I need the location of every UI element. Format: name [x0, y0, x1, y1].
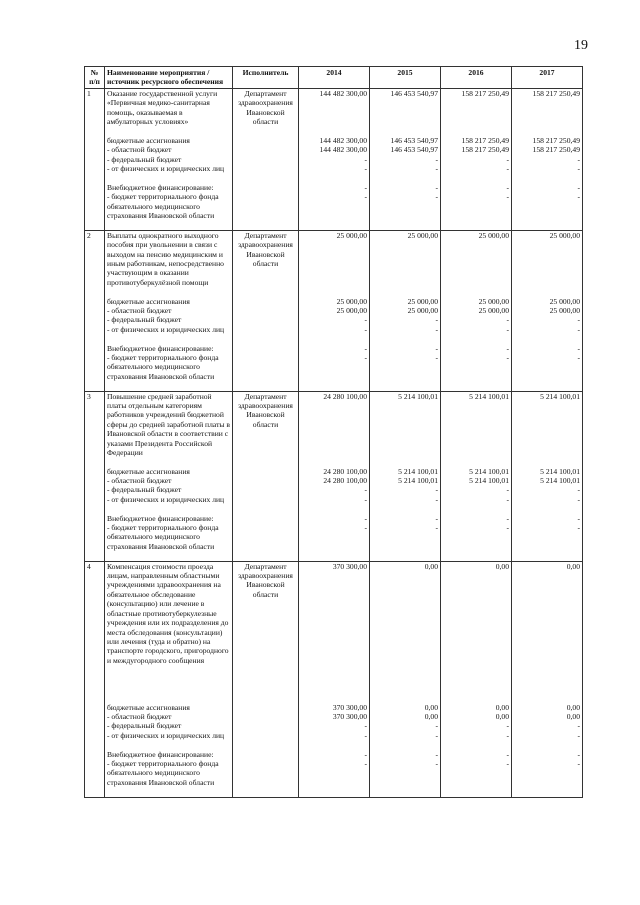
value-spacer [372, 240, 438, 296]
value-spacer [514, 571, 580, 703]
header-year-2016: 2016 [441, 67, 512, 89]
budget-value: 146 453 540,97 [390, 135, 438, 145]
individuals-dash: - [435, 730, 438, 740]
individuals-dash: - [364, 163, 367, 173]
value-spacer [443, 571, 509, 703]
fund-dash: - [364, 759, 367, 768]
budget-value: 158 217 250,49 [532, 135, 580, 145]
value-spacer [301, 240, 367, 296]
total-value: 146 453 540,97 [390, 88, 438, 98]
value-spacer [301, 98, 367, 136]
fund-dash: - [435, 192, 438, 202]
measure-executor [233, 230, 299, 391]
extra-dash: - [506, 513, 509, 523]
federal-dash: - [364, 485, 367, 495]
measure-number: 4 [85, 561, 105, 797]
measure-name: Повышение средней заработной платы отдельным категориям работников учреждений бюджетной сферы до средней заработной платы в Ивановской области в соответствии с указами Президента Российской Федерации [107, 391, 230, 457]
budget-table [84, 66, 583, 798]
budget-value: 0,00 [424, 702, 438, 712]
source-fund-label: - бюджет территориального фонда обязательного медицинского страхования Ивановской области [107, 759, 219, 787]
regional-value: 0,00 [424, 712, 438, 722]
total-value: 0,00 [566, 561, 580, 571]
year-values-2017 [512, 391, 583, 561]
extra-dash: - [577, 182, 580, 192]
measure-name: Компенсация стоимости проезда лицам, направленным областными учреждениями здравоохранения на обязательное обследование (консультацию) или лечение в областные противотуберкулезные учреждения или их подразделения до места обследования (консультации) или лечения (туда и обратно) на транспорте городского, пригородного и междугородного сообщения [107, 561, 229, 665]
year-values-2016 [441, 391, 512, 561]
measure-name: Выплаты однократного выходного пособия при увольнении в связи с выходом на пенсию медицинским и иным работникам, непосредственно участвующим в оказании противотуберкулёзной помощи [107, 230, 224, 287]
extra-dash: - [364, 513, 367, 523]
year-values-2016 [441, 561, 512, 797]
header-name: Наименование мероприятия / источник ресурсного обеспечения [105, 67, 233, 89]
header-year-2014: 2014 [299, 67, 370, 89]
regional-value: 5 214 100,01 [540, 476, 580, 486]
measure-name-cell [105, 230, 233, 391]
extra-dash: - [435, 343, 438, 353]
federal-dash: - [577, 485, 580, 495]
source-extra-label: Внебюджетное финансирование: [107, 343, 214, 353]
page-number: 19 [574, 38, 588, 53]
value-spacer [301, 401, 367, 467]
source-individuals-label: - от физических и юридических лиц [107, 494, 225, 504]
year-values-2016 [441, 88, 512, 230]
value-spacer [372, 98, 438, 136]
regional-value: 0,00 [495, 712, 509, 722]
measure-executor [233, 391, 299, 561]
executor-text: Департамент здравоохранения Ивановской области [238, 561, 293, 599]
individuals-dash: - [506, 494, 509, 504]
total-value: 25 000,00 [478, 230, 509, 240]
federal-dash: - [506, 315, 509, 325]
source-individuals-label: - от физических и юридических лиц [107, 730, 225, 740]
table-header-row [85, 67, 583, 89]
fund-dash: - [577, 192, 580, 202]
individuals-dash: - [364, 730, 367, 740]
budget-value: 144 482 300,00 [319, 135, 367, 145]
measure-name: Оказание государственной услуги «Первичная медико-санитарная помощь, оказываемая в амбулаторных условиях» [107, 88, 218, 127]
budget-value: 25 000,00 [407, 296, 438, 306]
regional-value: 370 300,00 [332, 712, 367, 722]
source-regional-label: - областной бюджет [107, 712, 172, 722]
budget-value: 5 214 100,01 [398, 466, 438, 476]
year-values-2014 [299, 230, 370, 391]
individuals-dash: - [577, 494, 580, 504]
budget-value: 0,00 [495, 702, 509, 712]
total-value: 5 214 100,01 [469, 391, 509, 401]
measure-number: 1 [85, 88, 105, 230]
value-spacer [301, 571, 367, 703]
measure-row [85, 391, 583, 561]
budget-value: 25 000,00 [478, 296, 509, 306]
individuals-dash: - [364, 494, 367, 504]
header-year-2017: 2017 [512, 67, 583, 89]
budget-value: 370 300,00 [332, 702, 367, 712]
year-values-2015 [370, 561, 441, 797]
regional-value: 25 000,00 [336, 305, 367, 315]
extra-dash: - [435, 182, 438, 192]
individuals-dash: - [364, 324, 367, 334]
measure-row [85, 230, 583, 391]
individuals-dash: - [435, 494, 438, 504]
fund-dash: - [506, 523, 509, 533]
federal-dash: - [577, 721, 580, 731]
budget-value: 25 000,00 [336, 296, 367, 306]
extra-dash: - [364, 182, 367, 192]
source-budget-label: бюджетные ассигнования [107, 702, 190, 712]
year-values-2014 [299, 391, 370, 561]
federal-dash: - [506, 485, 509, 495]
source-federal-label: - федеральный бюджет [107, 315, 182, 325]
federal-dash: - [435, 315, 438, 325]
source-federal-label: - федеральный бюджет [107, 485, 182, 495]
source-budget-label: бюджетные ассигнования [107, 135, 190, 145]
measure-number: 2 [85, 230, 105, 391]
executor-text: Департамент здравоохранения Ивановской области [238, 230, 293, 268]
total-value: 25 000,00 [549, 230, 580, 240]
header-executor: Исполнитель [233, 67, 299, 89]
individuals-dash: - [435, 163, 438, 173]
total-value: 25 000,00 [407, 230, 438, 240]
year-values-2014 [299, 88, 370, 230]
source-regional-label: - областной бюджет [107, 145, 172, 155]
source-fund-label: - бюджет территориального фонда обязательного медицинского страхования Ивановской области [107, 523, 219, 551]
executor-text: Департамент здравоохранения Ивановской области [238, 391, 293, 429]
value-spacer [443, 240, 509, 296]
total-value: 144 482 300,00 [319, 88, 367, 98]
executor-text: Департамент здравоохранения Ивановской области [238, 88, 293, 127]
year-values-2017 [512, 561, 583, 797]
regional-value: 5 214 100,01 [469, 476, 509, 486]
fund-dash: - [506, 759, 509, 768]
federal-dash: - [435, 721, 438, 731]
source-regional-label: - областной бюджет [107, 476, 172, 486]
extra-dash: - [364, 749, 367, 759]
source-individuals-label: - от физических и юридических лиц [107, 324, 225, 334]
source-extra-label: Внебюджетное финансирование: [107, 182, 214, 192]
individuals-dash: - [577, 730, 580, 740]
regional-value: 5 214 100,01 [398, 476, 438, 486]
fund-dash: - [364, 523, 367, 533]
year-values-2017 [512, 88, 583, 230]
federal-dash: - [364, 315, 367, 325]
fund-dash: - [577, 523, 580, 533]
measure-executor [233, 561, 299, 797]
source-extra-label: Внебюджетное финансирование: [107, 513, 214, 523]
source-budget-label: бюджетные ассигнования [107, 296, 190, 306]
measure-row [85, 561, 583, 797]
individuals-dash: - [577, 324, 580, 334]
fund-dash: - [435, 523, 438, 533]
budget-value: 25 000,00 [549, 296, 580, 306]
extra-dash: - [435, 513, 438, 523]
source-fund-label: - бюджет территориального фонда обязательного медицинского страхования Ивановской области [107, 352, 219, 381]
header-year-2015: 2015 [370, 67, 441, 89]
value-spacer [372, 571, 438, 703]
fund-dash: - [364, 352, 367, 362]
measure-executor [233, 88, 299, 230]
total-value: 25 000,00 [336, 230, 367, 240]
value-spacer [514, 401, 580, 467]
year-values-2017 [512, 230, 583, 391]
source-individuals-label: - от физических и юридических лиц [107, 163, 225, 173]
extra-dash: - [435, 749, 438, 759]
federal-dash: - [577, 154, 580, 164]
federal-dash: - [364, 154, 367, 164]
budget-value: 5 214 100,01 [540, 466, 580, 476]
regional-value: 25 000,00 [549, 305, 580, 315]
federal-dash: - [364, 721, 367, 731]
extra-dash: - [577, 749, 580, 759]
regional-value: 144 482 300,00 [319, 145, 367, 155]
regional-value: 0,00 [566, 712, 580, 722]
individuals-dash: - [435, 324, 438, 334]
federal-dash: - [577, 315, 580, 325]
extra-dash: - [506, 343, 509, 353]
individuals-dash: - [506, 163, 509, 173]
source-federal-label: - федеральный бюджет [107, 154, 182, 164]
total-value: 0,00 [495, 561, 509, 571]
fund-dash: - [435, 352, 438, 362]
total-value: 5 214 100,01 [540, 391, 580, 401]
budget-value: 158 217 250,49 [461, 135, 509, 145]
extra-dash: - [577, 513, 580, 523]
federal-dash: - [435, 154, 438, 164]
measure-name-cell [105, 88, 233, 230]
fund-dash: - [435, 759, 438, 768]
fund-dash: - [577, 759, 580, 768]
individuals-dash: - [506, 324, 509, 334]
value-spacer [443, 401, 509, 467]
source-federal-label: - федеральный бюджет [107, 721, 182, 731]
fund-dash: - [577, 352, 580, 362]
source-regional-label: - областной бюджет [107, 305, 172, 315]
extra-dash: - [364, 343, 367, 353]
value-spacer [372, 401, 438, 467]
measure-name-cell [105, 561, 233, 797]
regional-value: 146 453 540,97 [390, 145, 438, 155]
federal-dash: - [506, 154, 509, 164]
fund-dash: - [506, 352, 509, 362]
source-budget-label: бюджетные ассигнования [107, 466, 190, 476]
total-value: 158 217 250,49 [532, 88, 580, 98]
total-value: 24 280 100,00 [323, 391, 367, 401]
regional-value: 25 000,00 [478, 305, 509, 315]
measure-name-cell [105, 391, 233, 561]
source-fund-label: - бюджет территориального фонда обязательного медицинского страхования Ивановской области [107, 192, 219, 220]
regional-value: 158 217 250,49 [532, 145, 580, 155]
budget-value: 0,00 [566, 702, 580, 712]
federal-dash: - [435, 485, 438, 495]
total-value: 370 300,00 [332, 561, 367, 571]
individuals-dash: - [577, 163, 580, 173]
year-values-2015 [370, 391, 441, 561]
total-value: 158 217 250,49 [461, 88, 509, 98]
extra-dash: - [506, 182, 509, 192]
year-values-2015 [370, 230, 441, 391]
extra-dash: - [506, 749, 509, 759]
total-value: 0,00 [424, 561, 438, 571]
year-values-2016 [441, 230, 512, 391]
year-values-2014 [299, 561, 370, 797]
source-extra-label: Внебюджетное финансирование: [107, 749, 214, 759]
extra-dash: - [577, 343, 580, 353]
value-spacer [443, 98, 509, 136]
value-spacer [514, 98, 580, 136]
individuals-dash: - [506, 730, 509, 740]
budget-value: 24 280 100,00 [323, 466, 367, 476]
regional-value: 25 000,00 [407, 305, 438, 315]
measure-number: 3 [85, 391, 105, 561]
federal-dash: - [506, 721, 509, 731]
fund-dash: - [506, 192, 509, 202]
budget-value: 5 214 100,01 [469, 466, 509, 476]
fund-dash: - [364, 192, 367, 202]
year-values-2015 [370, 88, 441, 230]
measure-row [85, 88, 583, 230]
total-value: 5 214 100,01 [398, 391, 438, 401]
value-spacer [514, 240, 580, 296]
regional-value: 24 280 100,00 [323, 476, 367, 486]
regional-value: 158 217 250,49 [461, 145, 509, 155]
header-num: № п/п [85, 67, 105, 89]
